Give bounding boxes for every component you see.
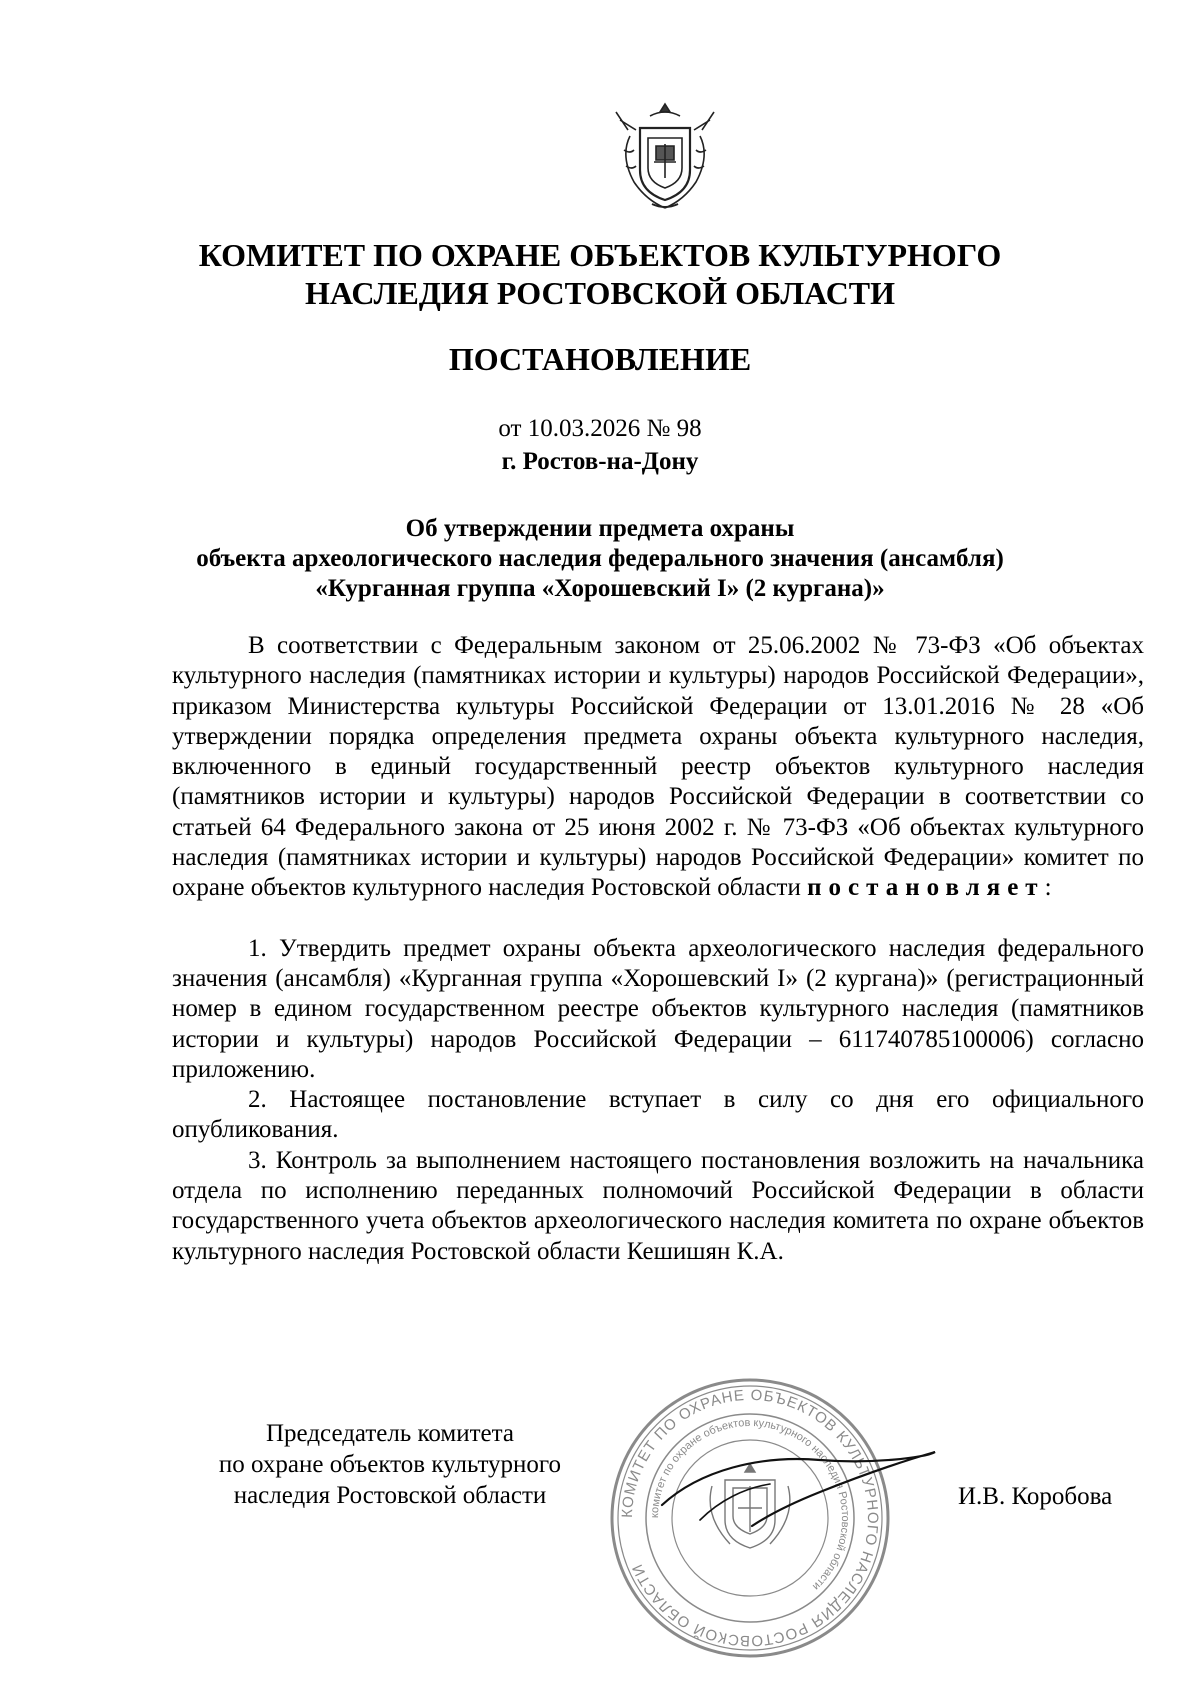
resolves-word: постановляет — [807, 874, 1045, 902]
coat-of-arms-icon — [610, 100, 720, 212]
document-subject — [100, 514, 1100, 604]
seal-emblem-icon — [710, 1464, 790, 1548]
seal-inner-text: комитет по охране объектов культурного наследия Ростовской области — [648, 1416, 852, 1593]
city: г. Ростов-на-Дону — [501, 448, 699, 475]
subject-line-2: объекта археологического наследия федерального значения (ансамбля) — [196, 545, 1004, 572]
authority-line-1: КОМИТЕТ ПО ОХРАНЕ ОБЪЕКТОВ КУЛЬТУРНОГО — [198, 237, 1002, 273]
preamble — [172, 631, 1144, 904]
signatory-name: И.В. Коробова — [958, 1483, 1113, 1510]
clause-3: 3. Контроль за выполнением настоящего постановления возложить на начальника отдела по исполнению переданных полномочий Российской Федерации в области государственного учета объектов археологического наследия комитета по охране объектов культурного наследия Ростовской области Кешишян К.А. — [172, 1146, 1144, 1265]
clause-2: 2. Настоящее постановление вступает в силу со дня его официального опубликования. — [172, 1086, 1144, 1144]
issuing-authority — [100, 236, 1100, 312]
seal-outer-text: КОМИТЕТ ПО ОХРАНЕ ОБЪЕКТОВ КУЛЬТУРНОГО НАСЛЕДИЯ РОСТОВСКОЙ ОБЛАСТИ — [618, 1386, 882, 1650]
preamble-text: В соответствии с Федеральным законом от 25.06.2002 № 73-ФЗ «Об объектах культурного наследия (памятниках истории и культуры) народов Российской Федерации», приказом Министерства культуры Российской Федерации от 13.01.2016 № 28 «Об утверждении порядка определения предмета охраны объекта культурного наследия, включенного в единый государственный реестр объектов культурного наследия (памятников истории и культуры) народов Российской Федерации в соответствии со статьей 64 Федерального закона от 25 июня 2002 г. № 73-ФЗ «Об объектах культурного наследия (памятниках истории и культуры) народов Российской Федерации» комитет по охране объектов культурного наследия Ростовской области — [172, 632, 1144, 902]
subject-line-1: Об утверждении предмета охраны — [405, 515, 795, 542]
signatory-title-line-1: Председатель комитета — [266, 1420, 514, 1447]
date-and-number: от 10.03.2026 № 98 — [498, 415, 702, 442]
document-type: ПОСТАНОВЛЕНИЕ — [448, 341, 752, 377]
clause-1: 1. Утвердить предмет охраны объекта археологического наследия федерального значения (ансамбля) «Курганная группа «Хорошевский I» (2 кургана)» (регистрационный номер в едином государственном реестре объектов культурного наследия (памятников истории и культуры) народов Российской Федерации – 611740785100006) согласно приложению. — [172, 934, 1144, 1083]
authority-line-2: НАСЛЕДИЯ РОСТОВСКОЙ ОБЛАСТИ — [304, 275, 896, 311]
official-seal — [600, 1368, 900, 1668]
signatory-title-line-2: по охране объектов культурного — [218, 1451, 562, 1478]
document-body — [172, 631, 1144, 1267]
resolves-colon: : — [1044, 874, 1052, 902]
subject-line-3: «Курганная группа «Хорошевский I» (2 кургана)» — [315, 575, 885, 602]
signatory-title-line-3: наследия Ростовской области — [233, 1482, 547, 1509]
signatory-title — [160, 1418, 620, 1511]
